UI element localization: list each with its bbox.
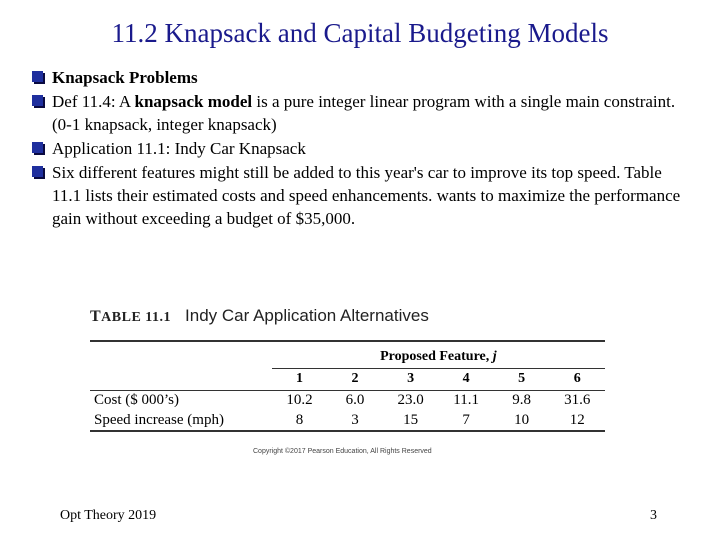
footer-course-label: Opt Theory 2019: [60, 508, 157, 523]
table-cell: 8: [295, 411, 304, 428]
table-bottom-rule: [90, 430, 605, 432]
column-header: 2: [351, 371, 359, 386]
bullet-bold-text: knapsack model: [134, 92, 253, 111]
table-cell: 9.8: [512, 391, 532, 408]
column-header: 3: [407, 371, 415, 386]
bullet-text: Def 11.4: A: [52, 92, 135, 111]
table-caption: [90, 306, 605, 328]
column-header: 1: [296, 371, 304, 386]
table-cell: 6.0: [345, 391, 365, 408]
bullet-item: [30, 161, 695, 230]
table-cell: 15: [403, 411, 419, 428]
bullet-bold-text: Knapsack Problems: [52, 68, 198, 87]
slide-number: 3: [650, 508, 657, 523]
column-header: 4: [462, 371, 470, 386]
bullet-text: Application 11.1: Indy Car Knapsack: [52, 139, 306, 158]
square-bullet-icon: [32, 166, 43, 177]
index-variable: j: [492, 348, 497, 364]
column-header: 6: [573, 371, 581, 386]
bullet-item: [30, 90, 695, 136]
slide-title: 11.2 Knapsack and Capital Budgeting Models: [111, 18, 609, 48]
copyright-notice: Copyright ©2017 Pearson Education, All Rights Reserved: [253, 448, 432, 455]
row-label: Cost ($ 000’s): [94, 391, 180, 408]
table-caption-text: Indy Car Application Alternatives: [185, 306, 429, 325]
bullet-item: [30, 66, 695, 89]
square-bullet-icon: [32, 142, 43, 153]
table-cell: 12: [569, 411, 585, 428]
bullet-item: [30, 137, 695, 160]
table-row: [90, 390, 605, 410]
square-bullet-icon: [32, 71, 43, 82]
group-header: Proposed Feature, j: [272, 342, 605, 368]
column-header: 5: [518, 371, 526, 386]
table-cell: 3: [351, 411, 359, 428]
row-label: Speed increase (mph): [94, 411, 224, 428]
table-cell: 7: [462, 411, 470, 428]
table-cell: 10.2: [286, 391, 313, 408]
bullet-list: [30, 66, 695, 231]
table-figure: [90, 306, 605, 432]
table-row: [90, 410, 605, 430]
table-cell: 11.1: [453, 391, 479, 408]
table-cell: 31.6: [564, 391, 591, 408]
bullet-text: Six different features might still be added to this year's car to improve its top speed. Table 11.1 lists their estimated costs and speed enhancements. wants to maximize the performance gain without exceeding a budget of $35,000.: [52, 163, 681, 228]
table-cell: 23.0: [397, 391, 424, 408]
table-cell: 10: [514, 411, 530, 428]
square-bullet-icon: [32, 95, 43, 106]
data-table: [90, 342, 605, 430]
table-number: TABLE 11.1: [90, 308, 172, 325]
bullet-text: is a pure integer linear program with a single main constraint. (0-1 knapsack, integer knapsack): [52, 92, 676, 134]
